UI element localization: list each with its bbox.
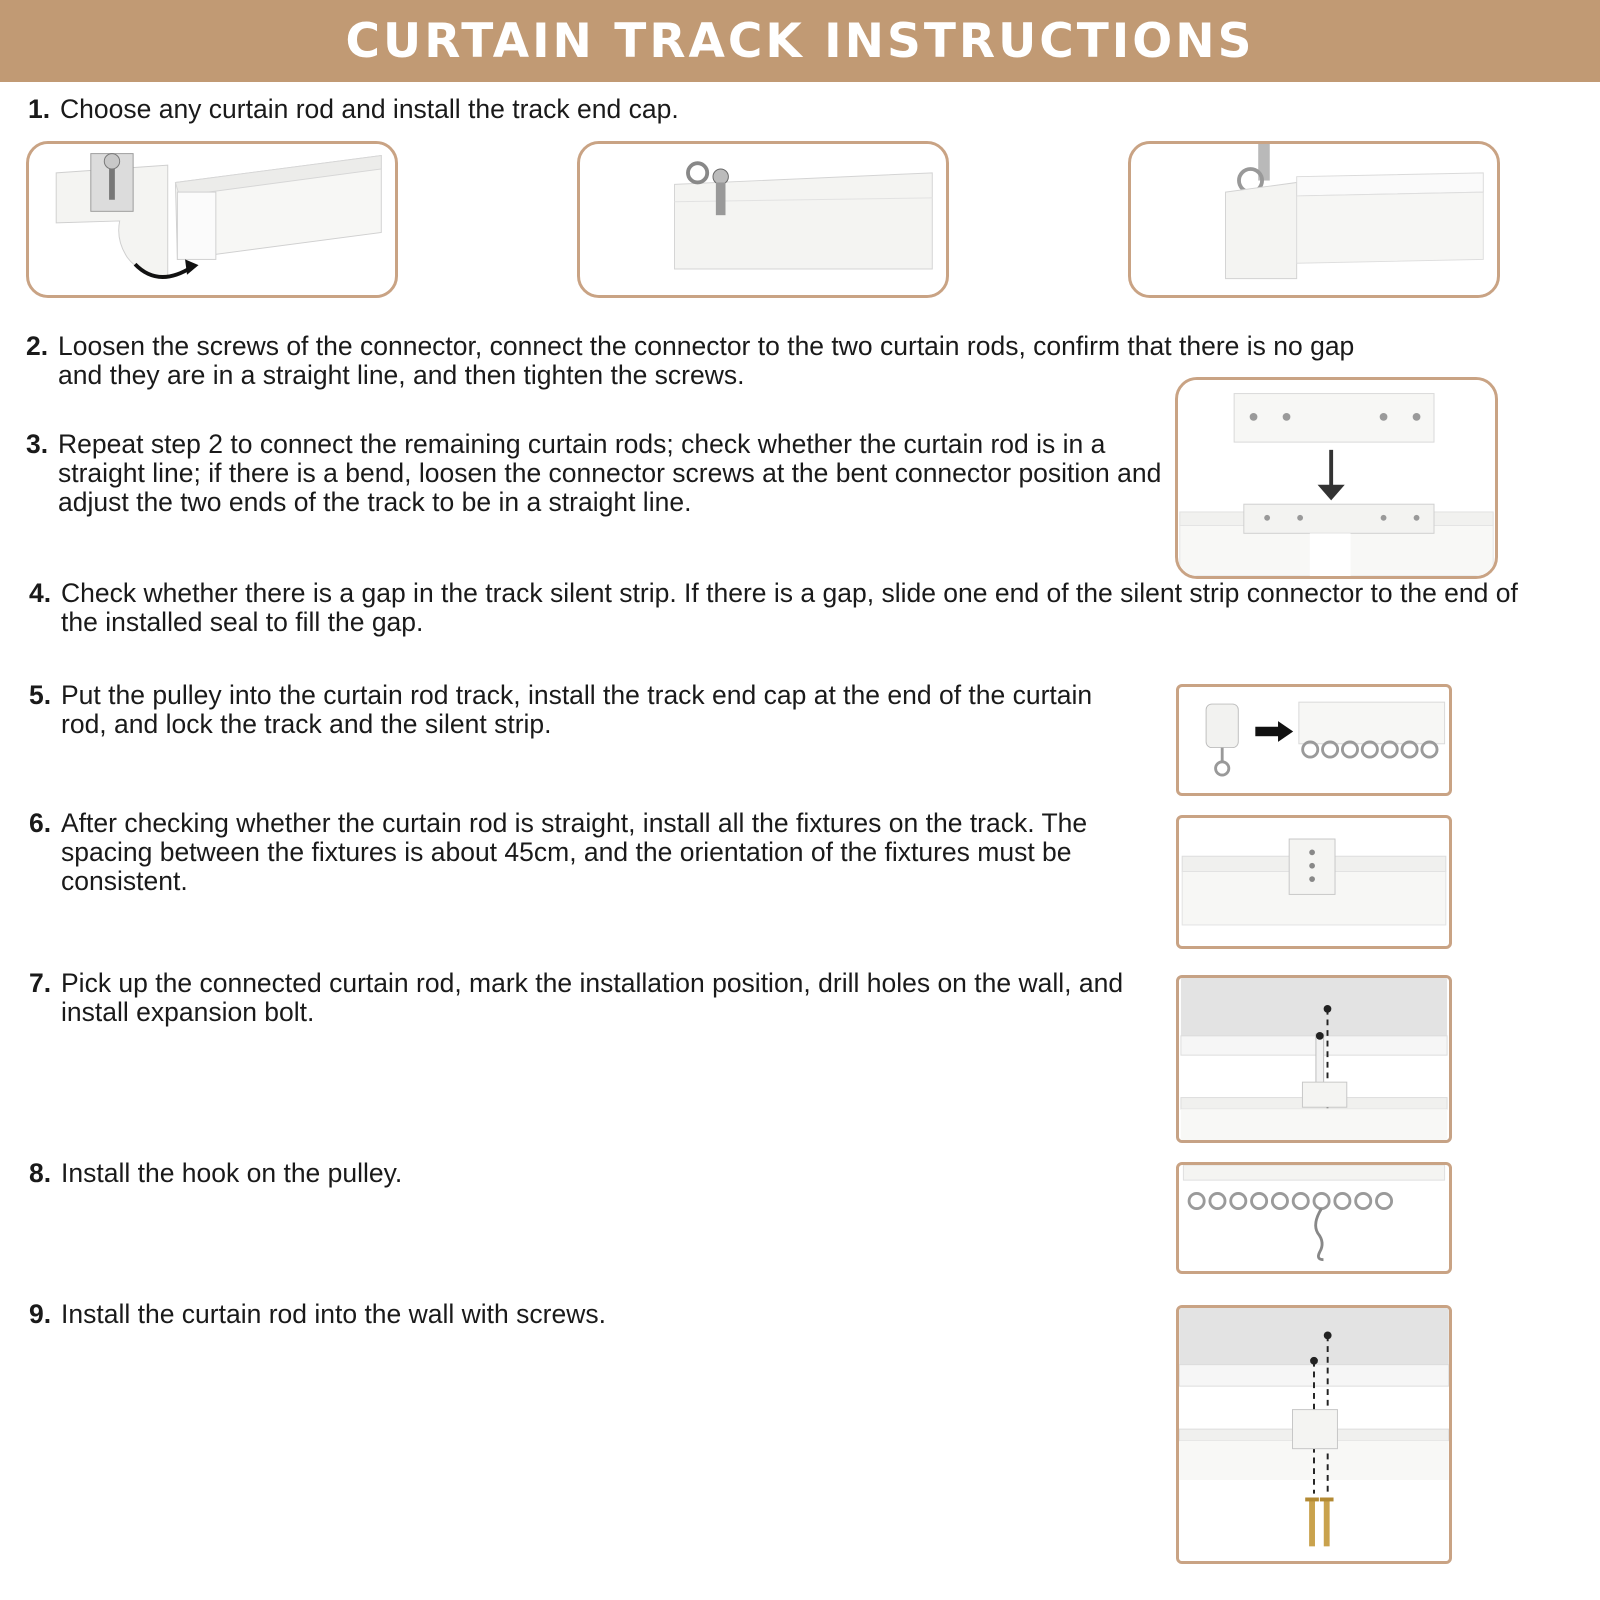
fixture-on-track-illustration: [1176, 815, 1452, 949]
step-text: After checking whether the curtain rod is straight, install all the fixtures on the track. The spacing between the fixtures is about 45cm, and the orientation of the fixtures must be consistent.: [61, 808, 1088, 896]
step-text: Repeat step 2 to connect the remaining curtain rods; check whether the curtain rod is in a straight line; if there is a bend, loosen the connector screws at the bent connector position and adjust the two ends of the track to be in a straight line.: [58, 429, 1162, 517]
step-9: [29, 1300, 1181, 1329]
step-text: Install the hook on the pulley.: [61, 1158, 403, 1188]
pulley-insert-illustration: [1176, 684, 1452, 796]
step-text: Loosen the screws of the connector, connect the connector to the two curtain rods, confirm that there is no gap and they are in a straight line, and then tighten the screws.: [58, 331, 1355, 390]
step-number: 9.: [29, 1299, 52, 1329]
end-cap-slide-illustration: [26, 141, 398, 298]
step-text: Check whether there is a gap in the track silent strip. If there is a gap, slide one end of the silent strip connector to the end of the installed seal to fill the gap.: [61, 578, 1518, 637]
step-number: 4.: [29, 578, 52, 608]
step-number: 7.: [29, 968, 52, 998]
step-text: Put the pulley into the curtain rod track, install the track end cap at the end of the curtain rod, and lock the track and the silent strip.: [61, 680, 1093, 739]
page-title: CURTAIN TRACK INSTRUCTIONS: [345, 13, 1255, 69]
step-number: 6.: [29, 808, 52, 838]
step-number: 2.: [26, 331, 49, 361]
title-banner: [0, 0, 1600, 82]
step-1: [28, 95, 1460, 124]
step-number: 1.: [28, 94, 51, 124]
step-number: 3.: [26, 429, 49, 459]
connector-plate-illustration: [1175, 377, 1498, 579]
step-text: Choose any curtain rod and install the track end cap.: [60, 94, 679, 124]
step-3: [26, 430, 1178, 517]
step-8: [29, 1159, 1181, 1188]
expansion-bolt-illustration: [1176, 975, 1452, 1143]
step-6: [29, 809, 1181, 896]
hook-on-pulley-illustration: [1176, 1162, 1452, 1274]
end-cap-installed-illustration: [1128, 141, 1500, 298]
step-text: Pick up the connected curtain rod, mark the installation position, drill holes on the wall, and install expansion bolt.: [61, 968, 1124, 1027]
wall-screw-illustration: [1176, 1305, 1452, 1564]
step-text: Install the curtain rod into the wall with screws.: [61, 1299, 606, 1329]
step-7: [29, 969, 1181, 1027]
step-number: 5.: [29, 680, 52, 710]
step-5: [29, 681, 1141, 739]
step-4: [29, 579, 1541, 637]
end-cap-screw-illustration: [577, 141, 949, 298]
step-number: 8.: [29, 1158, 52, 1188]
